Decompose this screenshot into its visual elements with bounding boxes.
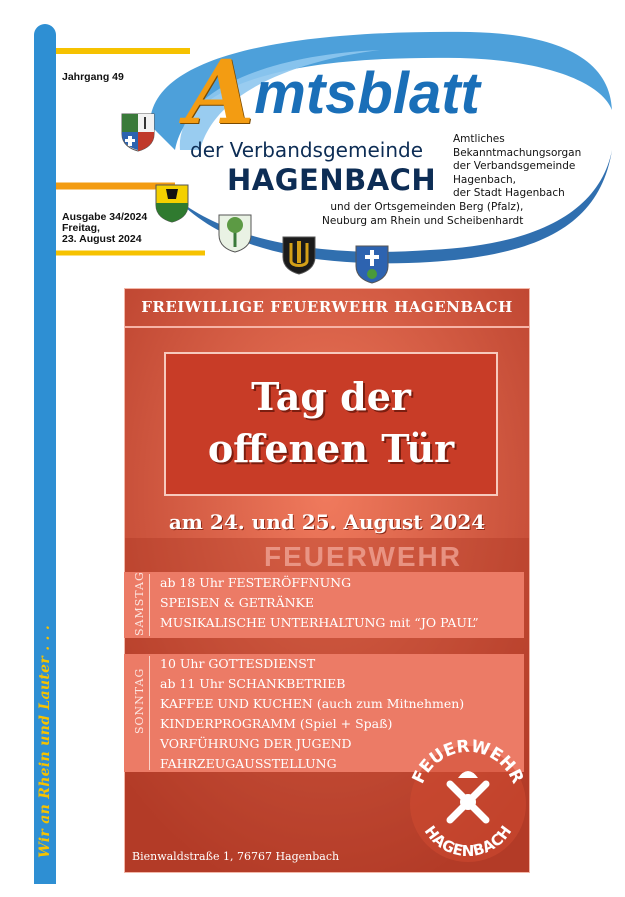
issue-weekday: Freitag, <box>62 222 100 234</box>
day-divider <box>149 574 150 636</box>
day-divider <box>149 656 150 770</box>
amtsblatt-logo <box>186 30 480 144</box>
program-item: ab 18 Uhr FESTERÖFFNUNG <box>160 575 352 590</box>
program-item: FAHRZEUGAUSSTELLUNG <box>160 756 337 771</box>
publisher-line: der Stadt Hagenbach <box>453 187 565 199</box>
program-item: SPEISEN & GETRÄNKE <box>160 595 315 610</box>
event-dates: am 24. und 25. August 2024 <box>168 510 486 534</box>
poster-title-line1: Tag der <box>251 374 411 419</box>
issue-number: Ausgabe 34/2024 <box>62 211 148 223</box>
program-item: 10 Uhr GOTTESDIENST <box>160 656 316 671</box>
volume-number: Jahrgang 49 <box>62 71 124 83</box>
program-item: ab 11 Uhr SCHANKBETRIEB <box>160 676 346 691</box>
towns-line: Neuburg am Rhein und Scheibenhardt <box>322 214 524 227</box>
logo-initial: A <box>186 40 255 144</box>
coat-of-arms-icon <box>281 235 317 275</box>
spine-slogan: Wir an Rhein und Lauter . . . <box>37 624 53 858</box>
event-poster <box>124 288 530 873</box>
coat-of-arms-icon <box>354 244 390 284</box>
saturday-label: SAMSTAG <box>133 571 146 636</box>
poster-title-line2: offenen Tür <box>207 426 455 471</box>
poster-header: FREIWILLIGE FEUERWEHR HAGENBACH <box>141 298 513 316</box>
logo-rest: mtsblatt <box>254 61 480 126</box>
coat-of-arms-icon <box>217 213 253 253</box>
publisher-line: Bekanntmachungsorgan <box>453 146 582 159</box>
publisher-line: Hagenbach, <box>453 173 516 186</box>
publisher-line: Amtliches <box>453 133 505 145</box>
program-item: VORFÜHRUNG DER JUGEND <box>160 736 352 751</box>
seal-top-text: FEUERWEHR <box>408 736 528 787</box>
coat-of-arms-icon <box>120 112 156 152</box>
towns-line: und der Ortsgemeinden Berg (Pfalz), <box>330 201 524 213</box>
publisher-info <box>453 133 581 201</box>
event-address: Bienwaldstraße 1, 76767 Hagenbach <box>132 850 340 863</box>
program-item: KAFFEE UND KUCHEN (auch zum Mitnehmen) <box>160 696 465 711</box>
sunday-label: SONNTAG <box>133 667 146 734</box>
program-item: KINDERPROGRAMM (Spiel + Spaß) <box>160 716 393 731</box>
issue-date: 23. August 2024 <box>62 233 142 245</box>
header-divider <box>124 326 530 328</box>
feuerwehr-watermark: FEUERWEHR <box>264 541 462 572</box>
municipality-name: HAGENBACH <box>227 163 437 197</box>
publisher-line: der Verbandsgemeinde <box>453 160 576 172</box>
logo-subtitle: der Verbandsgemeinde <box>190 138 423 162</box>
fire-brigade-seal-icon <box>406 728 530 868</box>
seal-bottom-text: HAGENBACH <box>420 822 516 861</box>
coat-of-arms-icon <box>154 183 190 223</box>
program-item: MUSIKALISCHE UNTERHALTUNG mit “JO PAUL” <box>160 615 479 630</box>
member-towns <box>322 201 523 228</box>
